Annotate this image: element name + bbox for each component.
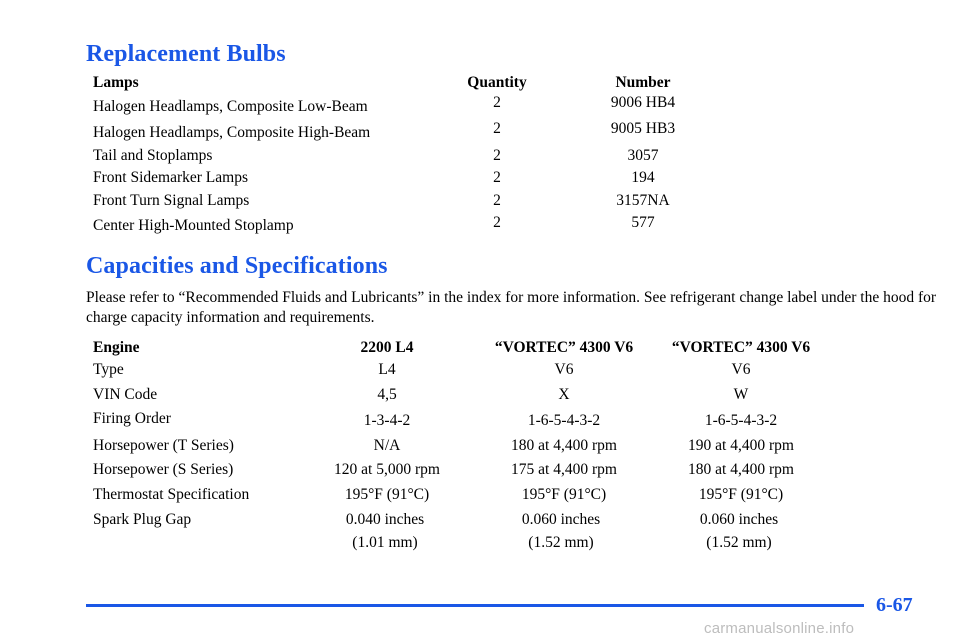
engine-cell: 180 at 4,400 rpm	[688, 461, 794, 478]
bulbs-row-quantity: 2	[493, 94, 501, 111]
bulbs-row-quantity: 2	[493, 192, 501, 209]
engine-cell: 0.040 inches	[345, 511, 425, 528]
engine-cell: 195°F (91°C)	[698, 486, 784, 503]
bulbs-row-number: 9006 HB4	[610, 94, 676, 111]
engine-cell: 175 at 4,400 rpm	[511, 461, 617, 478]
engine-row-label: Spark Plug Gap	[93, 511, 192, 528]
bulbs-row-number: 9005 HB3	[610, 120, 676, 137]
engine-cell: V6	[731, 361, 751, 378]
engine-header-col: “VORTEC” 4300 V6	[671, 339, 811, 356]
bulbs-row-lamp: Front Turn Signal Lamps	[93, 192, 250, 209]
bulbs-section-title: Replacement Bulbs	[86, 41, 286, 67]
bulbs-row-quantity: 2	[493, 120, 501, 137]
bulbs-header-number: Number	[615, 74, 671, 91]
bulbs-row-number: 577	[631, 214, 655, 231]
capacities-intro-text: Please refer to “Recommended Fluids and Lubricants” in the index for more information. See refrigerant change label under the hood for charge capacity information and requirements.	[86, 289, 937, 326]
engine-row-label: Type	[93, 361, 124, 378]
engine-cell: 1-6-5-4-3-2	[527, 412, 601, 429]
engine-cell: 120 at 5,000 rpm	[334, 461, 440, 478]
engine-cell: 1-6-5-4-3-2	[704, 412, 778, 429]
bulbs-row-number: 3157NA	[616, 192, 670, 209]
engine-cell: 195°F (91°C)	[521, 486, 607, 503]
bulbs-row-lamp: Front Sidemarker Lamps	[93, 169, 248, 186]
engine-cell: W	[733, 386, 749, 403]
bulbs-row-lamp: Halogen Headlamps, Composite Low-Beam	[93, 98, 368, 115]
engine-row-label: Horsepower (S Series)	[93, 461, 234, 478]
engine-cell: 195°F (91°C)	[344, 486, 430, 503]
bulbs-row-lamp: Halogen Headlamps, Composite High-Beam	[93, 124, 371, 141]
engine-cell: 1-3-4-2	[363, 412, 411, 429]
capacities-section-title: Capacities and Specifications	[86, 253, 388, 279]
engine-header-label: Engine	[93, 339, 140, 356]
page-number: 6-67	[876, 594, 913, 616]
engine-cell: 0.060 inches	[699, 511, 779, 528]
engine-cell: 190 at 4,400 rpm	[688, 437, 794, 454]
engine-cell: 180 at 4,400 rpm	[511, 437, 617, 454]
bulbs-header-quantity: Quantity	[467, 74, 527, 91]
engine-cell: 0.060 inches	[521, 511, 601, 528]
engine-row-label: Thermostat Specification	[93, 486, 250, 503]
engine-cell-metric: (1.01 mm)	[352, 534, 418, 551]
bulbs-row-quantity: 2	[493, 147, 501, 164]
engine-row-label: Horsepower (T Series)	[93, 437, 234, 454]
engine-header-col: 2200 L4	[360, 339, 414, 356]
engine-row-label: VIN Code	[93, 386, 158, 403]
bulbs-row-quantity: 2	[493, 169, 501, 186]
watermark: carmanualsonline.info	[704, 620, 855, 637]
engine-cell: V6	[554, 361, 574, 378]
engine-cell: L4	[378, 361, 396, 378]
bulbs-row-lamp: Tail and Stoplamps	[93, 147, 213, 164]
footer-rule	[86, 604, 864, 607]
engine-cell-metric: (1.52 mm)	[528, 534, 594, 551]
bulbs-row-number: 3057	[627, 147, 659, 164]
bulbs-header-lamps: Lamps	[93, 74, 139, 91]
engine-cell: 4,5	[377, 386, 397, 403]
engine-cell: N/A	[373, 437, 401, 454]
engine-cell-metric: (1.52 mm)	[706, 534, 772, 551]
engine-row-label: Firing Order	[93, 410, 171, 427]
engine-cell: X	[558, 386, 570, 403]
bulbs-row-number: 194	[631, 169, 655, 186]
bulbs-row-lamp: Center High-Mounted Stoplamp	[93, 217, 294, 234]
engine-header-col: “VORTEC” 4300 V6	[494, 339, 634, 356]
bulbs-row-quantity: 2	[493, 214, 501, 231]
